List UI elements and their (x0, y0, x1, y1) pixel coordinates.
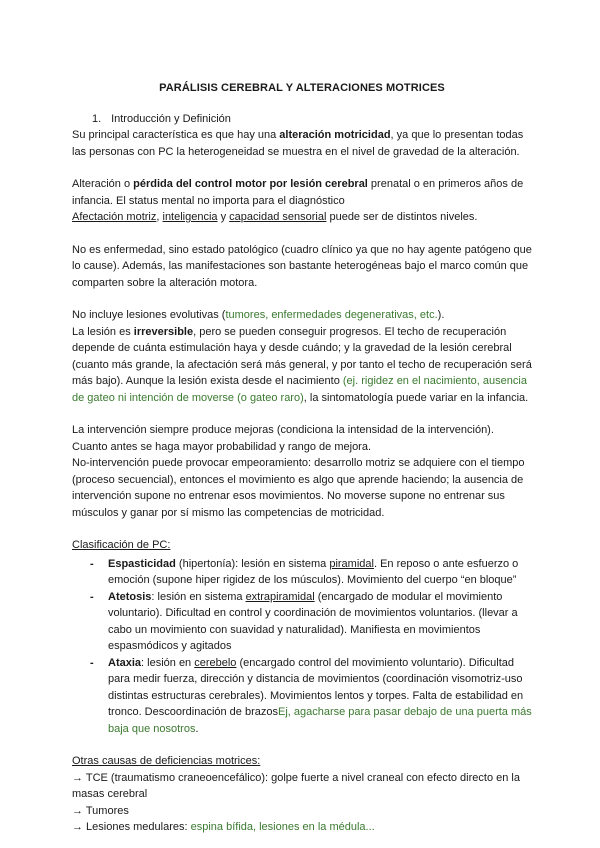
document-title: PARÁLISIS CEREBRAL Y ALTERACIONES MOTRICES (159, 82, 445, 94)
underlined-term: cerebelo (194, 656, 237, 669)
text-run: , (156, 211, 163, 223)
text-run: , ya que lo presentan todas las personas con PC la heterogeneidad se muestra en el nivel de gravedad de la alteración. (72, 129, 524, 158)
example-text: tumores, enfermedades degenerativas, etc. (225, 309, 438, 321)
classification-list (72, 556, 532, 738)
text-run: (encargado de modular el movimiento voluntario). Dificultad en control y coordinación de movimientos voluntarios. (llevar a cabo un movimiento con suavidad y naturalidad). Manifiesta en movimientos espasmódicos y agitados (108, 590, 518, 652)
paragraph-no-intervention: No-intervención puede provocar empeoramiento: desarrollo motriz se adquiere con el tiempo (proceso secuencial), entonces el movimiento es algo que aprende haciendo; la ausencia de intervención supone no entrenar esos movimientos. No moverse supone no entrenar sus músculos y ganar por sí mismo las competencias de motricidad. (72, 457, 525, 519)
text-run: La lesión es (72, 325, 134, 338)
bold-term: Ataxia (108, 656, 142, 669)
text-run: → TCE (traumatismo craneoencefálico): golpe fuerte a nivel craneal con efecto directo en la masas cerebral (72, 771, 520, 800)
list-item (72, 770, 532, 803)
text-run: (hipertonía): lesión en sistema (175, 557, 330, 570)
paragraph-no-evolutive (72, 307, 532, 324)
text-run: , la sintomatología puede variar en la infancia. (303, 391, 529, 404)
bold-term: alteración motricidad (279, 129, 391, 141)
paragraph-definition (72, 176, 532, 226)
list-item (72, 556, 532, 589)
example-text: Ej, agacharse para pasar debajo de una puerta más baja que nosotros (108, 706, 532, 735)
text-run: : lesión en (141, 656, 195, 669)
text-run: ). (437, 309, 445, 321)
list-item (72, 655, 532, 738)
text-run: → Tumores (72, 804, 129, 817)
text-run: puede ser de distintos niveles. (326, 211, 478, 223)
text-run: (encargado control del movimiento voluntario). Dificultad para medir fuerza, dirección y distancia de movimientos (coordinación visomotriz-uso distintas estructuras cerebrales). Movimientos lentos y torpes. Falta de estabilidad en tronco. Descoordinación de brazos (108, 656, 524, 718)
text-run: y (217, 211, 230, 223)
text-run: , pero se pueden conseguir progresos. El techo de recuperación depende de cuánta estimulación haya y desde cuándo; y la gravedad de la lesión cerebral (cuanto más grande, la afectación será más general, y por tanto el techo de recuperación será más bajo). Aunque la lesión exista desde el nacimiento (72, 325, 532, 387)
section-number: 1. (92, 112, 102, 125)
example-text: espina bífida, lesiones en la médula... (190, 821, 375, 833)
other-causes-heading: Otras causas de deficiencias motrices: (72, 755, 261, 767)
bold-term: irreversible (133, 325, 194, 338)
text-run: Su principal característica es que hay una (72, 129, 280, 141)
bold-term: Atetosis (108, 590, 152, 603)
paragraph-intervention: La intervención siempre produce mejoras (condiciona la intensidad de la intervención). Cuanto antes se haga mayor probabilidad y rango de mejora. (72, 424, 494, 453)
paragraph-characteristic (72, 127, 532, 160)
list-item (72, 819, 532, 836)
underlined-term: piramidal (329, 557, 374, 570)
list-item (72, 803, 532, 820)
underlined-term: inteligencia (162, 211, 218, 223)
section-label: Introducción y Definición (111, 112, 231, 125)
paragraph-not-disease: No es enfermedad, sino estado patológico (cuadro clínico ya que no hay agente patógeno que lo cause). Además, las manifestaciones son bastante heterogéneas bajo el marco común que comparten sobre la alteración motora. (72, 243, 532, 289)
text-run: prenatal o en primeros años de infancia. El status mental no importa para el diagnóstico (72, 178, 524, 207)
underlined-term: Afectación motriz (72, 211, 157, 223)
underlined-term: capacidad sensorial (229, 211, 327, 223)
text-run: . (195, 722, 199, 735)
bold-term: pérdida del control motor por lesión cerebral (133, 178, 368, 190)
text-run: No incluye lesiones evolutivas ( (72, 309, 226, 321)
text-run: Alteración o (72, 178, 134, 190)
classification-heading: Clasificación de PC: (72, 539, 171, 551)
document-page (72, 80, 532, 836)
text-run: . En reposo o ante esfuerzo o emoción (supone hiper rigidez de los músculos). Movimiento del cuerpo “en bloque” (108, 557, 519, 586)
example-text: (ej. rigidez en el nacimiento, ausencia de gateo ni intención de moverse (o gateo raro) (72, 375, 527, 404)
text-run: : lesión en sistema (151, 590, 246, 603)
paragraph-irreversible (72, 324, 532, 407)
list-item (72, 589, 532, 655)
text-run: → Lesiones medulares: (72, 821, 191, 833)
bold-term: Espasticidad (108, 557, 176, 570)
underlined-term: extrapiramidal (245, 590, 315, 603)
section-heading (92, 111, 532, 128)
